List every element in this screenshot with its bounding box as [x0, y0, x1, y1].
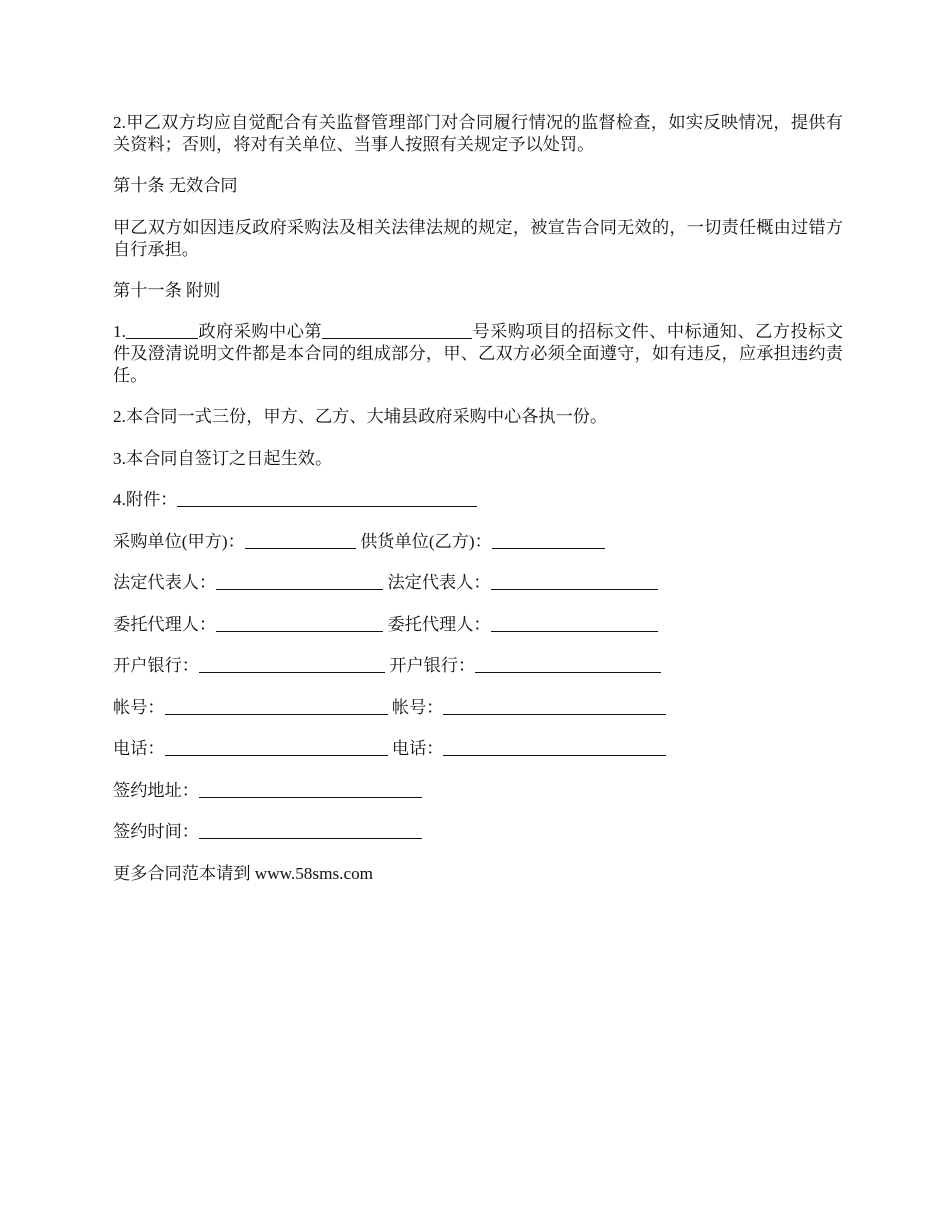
buyer-label: 采购单位(甲方)： — [113, 531, 245, 551]
attachment-label: 4.附件： — [113, 490, 178, 509]
paragraph-invalid-contract — [113, 217, 843, 261]
paragraph-invalid-contract-text: 甲乙双方如因违反政府采购法及相关法律法规的规定，被宣告合同无效的，一切责任概由过错方自行承担。 — [113, 217, 843, 259]
signature-row-bank — [113, 655, 843, 677]
signature-row-time — [113, 821, 843, 843]
blank-agent-a — [216, 616, 383, 632]
paragraph-copies-text: 2.本合同一式三份，甲方、乙方、大埔县政府采购中心各执一份。 — [113, 407, 608, 426]
account-label-a: 帐号： — [113, 697, 165, 717]
blank-sign-time — [199, 823, 422, 839]
phone-label-b: 电话： — [391, 739, 444, 758]
bank-label-b: 开户银行： — [389, 656, 476, 675]
document-page — [113, 112, 843, 904]
paragraph-supervision-text: 2.甲乙双方均应自觉配合有关监督管理部门对合同履行情况的监督检查，如实反映情况，提供有关资料；否则，将对有关单位、当事人按照有关规定予以处罚。 — [113, 113, 843, 154]
blank-agent-b — [491, 616, 658, 632]
signature-row-parties — [113, 531, 843, 553]
blank-bank-a — [199, 657, 385, 673]
agent-label-b: 委托代理人： — [387, 614, 491, 634]
heading-article-11 — [113, 280, 843, 302]
paragraph-copies — [113, 406, 843, 428]
blank-legal-rep-b — [491, 574, 658, 590]
legal-rep-label-a: 法定代表人： — [113, 573, 217, 592]
supplier-label: 供货单位(乙方)： — [360, 531, 492, 551]
account-label-b: 帐号： — [391, 697, 444, 717]
paragraph-components-rest: 号采购项目的招标文件、中标通知、乙方投标文件及澄清说明文件都是本合同的组成部分，甲、乙双方必须全面遵守，如有违反，应承担违约责任。 — [113, 322, 843, 385]
blank-bank-b — [475, 657, 661, 673]
phone-label-a: 电话： — [113, 739, 165, 758]
paragraph-attachment — [113, 489, 843, 511]
blank-supplier — [492, 533, 605, 549]
signature-row-place — [113, 780, 843, 802]
blank-project-number — [322, 323, 472, 339]
footer-note — [113, 863, 843, 885]
agent-label-a: 委托代理人： — [113, 614, 217, 634]
signature-row-account — [113, 697, 843, 719]
bank-label-a: 开户银行： — [113, 656, 199, 675]
blank-attachment — [177, 491, 477, 507]
blank-sign-place — [199, 782, 422, 798]
paragraph-contract-components — [113, 321, 843, 387]
blank-buyer — [245, 533, 356, 549]
paragraph-effective-text: 3.本合同自签订之日起生效。 — [113, 448, 333, 468]
signature-row-agent — [113, 614, 843, 636]
heading-article-10 — [113, 175, 843, 197]
blank-phone-b — [443, 740, 666, 756]
heading-article-11-text: 第十一条 附则 — [113, 280, 221, 300]
sign-time-label: 签约时间： — [113, 822, 199, 841]
paragraph-supervision — [113, 112, 843, 156]
signature-row-phone — [113, 738, 843, 760]
paragraph-components-mid: 政府采购中心第 — [197, 322, 323, 341]
heading-article-10-text: 第十条 无效合同 — [113, 176, 238, 195]
paragraph-effective — [113, 448, 843, 470]
signature-row-legal-rep — [113, 572, 843, 594]
blank-phone-a — [165, 740, 388, 756]
paragraph-components-prefix: 1. — [113, 322, 126, 341]
sign-place-label: 签约地址： — [113, 780, 199, 800]
blank-legal-rep-a — [216, 574, 383, 590]
footer-note-text: 更多合同范本请到 www.58sms.com — [113, 863, 374, 883]
blank-center-name — [126, 323, 198, 339]
blank-account-b — [443, 699, 666, 715]
blank-account-a — [165, 699, 388, 715]
legal-rep-label-b: 法定代表人： — [387, 573, 491, 592]
